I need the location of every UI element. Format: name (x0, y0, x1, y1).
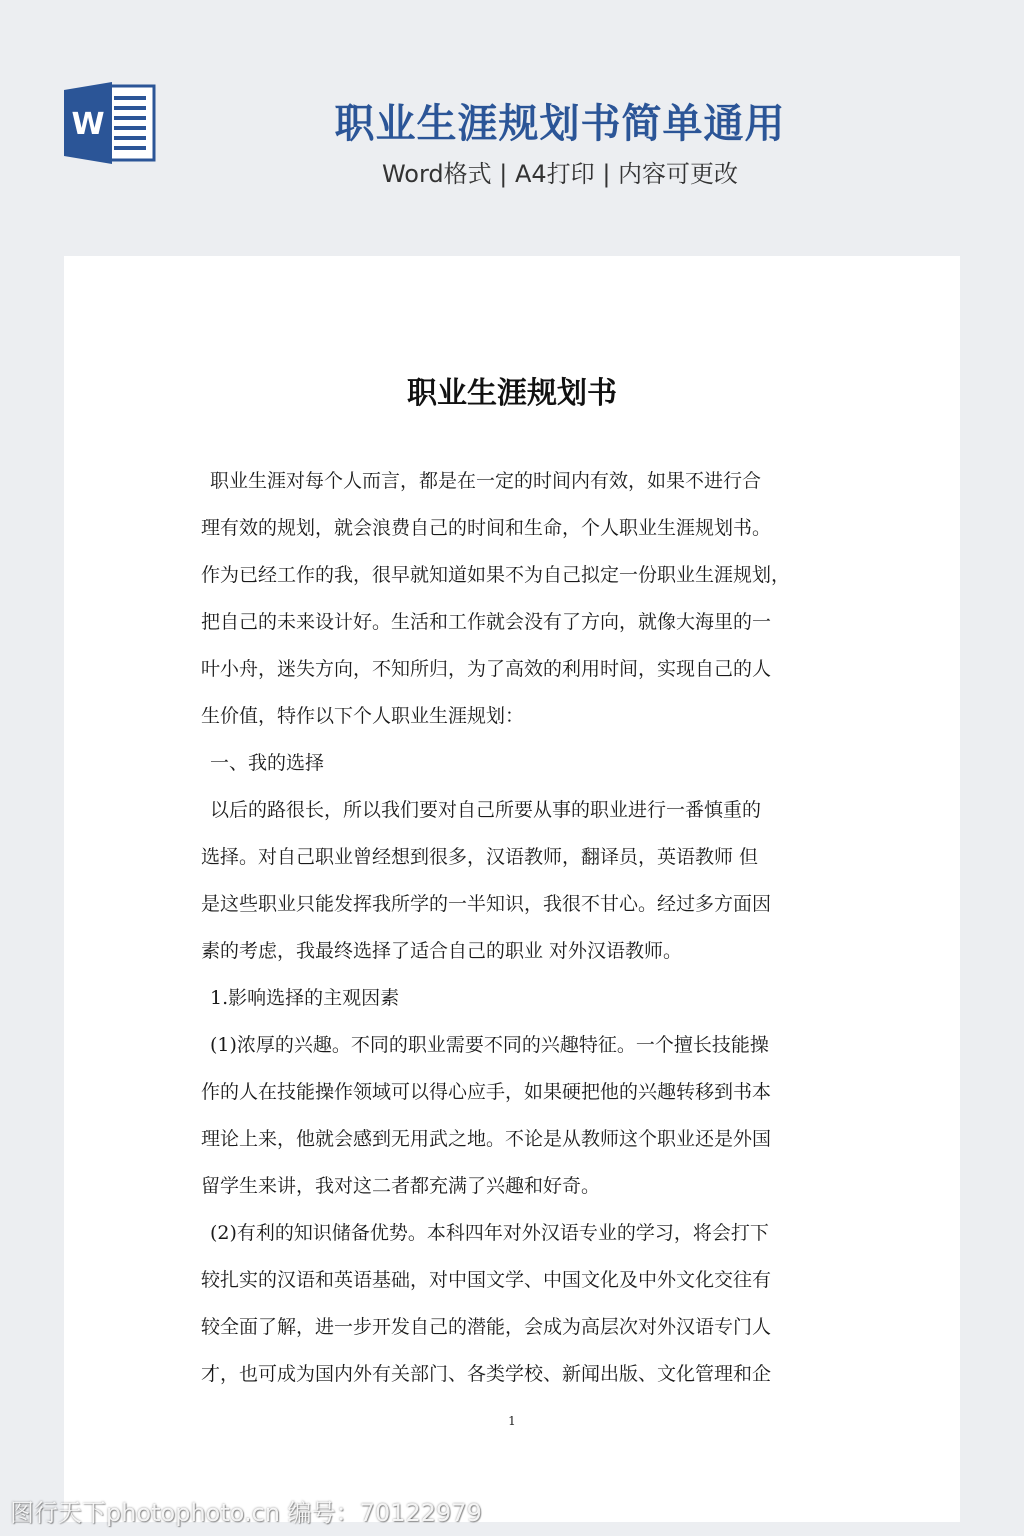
paragraph-line: 职业生涯对每个人而言，都是在一定的时间内有效，如果不进行合 (210, 470, 762, 492)
header-title: 职业生涯规划书简单通用 (334, 101, 786, 147)
paragraph-line: 留学生来讲，我对这二者都充满了兴趣和好奇。 (201, 1175, 601, 1197)
document-title: 职业生涯规划书 (407, 376, 617, 411)
paragraph-line: 较全面了解，进一步开发自己的潜能，会成为高层次对外汉语专门人 (201, 1316, 772, 1338)
paragraph-line: 素的考虑，我最终选择了适合自己的职业 对外汉语教师。 (201, 940, 683, 962)
paragraph-line: (1)浓厚的兴趣。不同的职业需要不同的兴趣特征。一个擅长技能操 (210, 1034, 769, 1056)
paragraph-line: 理有效的规划，就会浪费自己的时间和生命，个人职业生涯规划书。 (201, 517, 772, 539)
word-document-icon (64, 82, 156, 164)
paragraph-line: (2)有利的知识储备优势。本科四年对外汉语专业的学习，将会打下 (210, 1222, 769, 1244)
document-page (64, 256, 960, 1522)
word-logo-letter: W (71, 107, 105, 142)
section-heading: 一、我的选择 (210, 752, 325, 774)
paragraph-line: 作为已经工作的我，很早就知道如果不为自己拟定一份职业生涯规划， (201, 564, 791, 586)
header-subtitle: Word格式 | A4打印 | 内容可更改 (381, 160, 739, 188)
paragraph-line: 生价值，特作以下个人职业生涯规划： (201, 705, 525, 727)
paragraph-line: 以后的路很长，所以我们要对自己所要从事的职业进行一番慎重的 (210, 799, 762, 821)
paragraph-line: 较扎实的汉语和英语基础，对中国文学、中国文化及中外文化交往有 (201, 1269, 772, 1291)
paragraph-line: 作的人在技能操作领域可以得心应手，如果硬把他的兴趣转移到书本 (201, 1081, 772, 1103)
header (0, 0, 1024, 256)
subsection-heading: 1.影响选择的主观因素 (210, 987, 400, 1009)
watermark: 图行天下photophoto.cn 编号：70122979 (10, 1499, 482, 1527)
paragraph-line: 是这些职业只能发挥我所学的一半知识，我很不甘心。经过多方面因 (201, 893, 772, 915)
paragraph-line: 才，也可成为国内外有关部门、各类学校、新闻出版、文化管理和企 (201, 1363, 772, 1385)
paragraph-line: 叶小舟，迷失方向，不知所归，为了高效的利用时间，实现自己的人 (201, 658, 772, 680)
document-body (201, 458, 831, 1398)
paragraph-line: 把自己的未来设计好。生活和工作就会没有了方向，就像大海里的一 (201, 611, 772, 633)
paragraph-line: 选择。对自己职业曾经想到很多，汉语教师，翻译员，英语教师 但 (201, 846, 759, 868)
page-number: 1 (508, 1414, 516, 1428)
paragraph-line: 理论上来，他就会感到无用武之地。不论是从教师这个职业还是外国 (201, 1128, 772, 1150)
